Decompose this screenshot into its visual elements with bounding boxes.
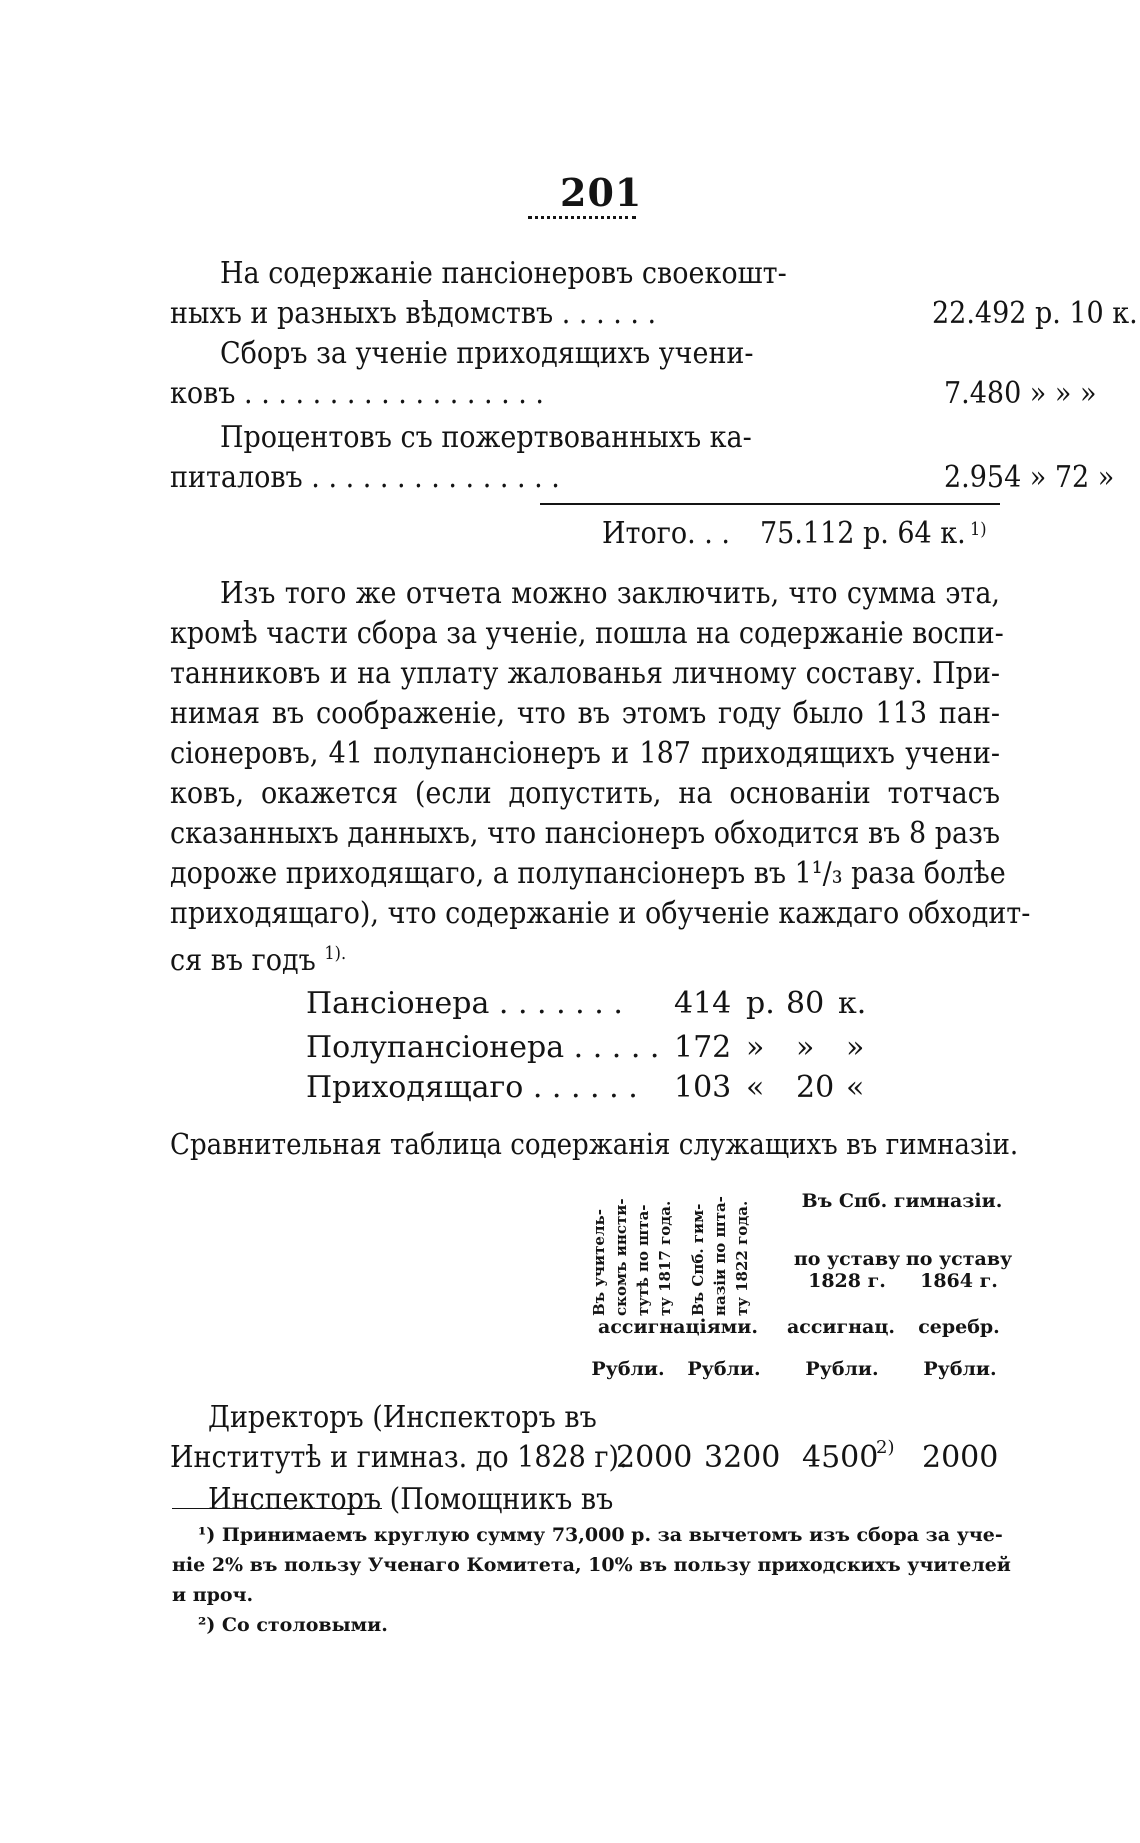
paragraph-line: сіонеровъ, 41 полупансіонеръ и 187 приходящихъ учени- <box>170 736 1000 771</box>
paragraph-line: сказанныхъ данныхъ, что пансіонеръ обходится въ 8 разъ <box>170 816 1000 851</box>
table-unit-3: Рубли. <box>805 1358 879 1380</box>
table-currency-3: серебр. <box>918 1316 1000 1338</box>
table-cell-note: 2) <box>876 1437 895 1458</box>
cost-label: Пансіонера <box>306 986 490 1021</box>
cost-row-2 <box>306 1028 866 1068</box>
income-row-2-amount: 7.480 » » » <box>944 376 1097 411</box>
income-row-1-text: ныхъ и разныхъ вѣдомствъ <box>170 296 554 331</box>
income-row-3-line-1: Процентовъ съ пожертвованныхъ ка- <box>220 420 752 455</box>
table-cell-value: 2000 <box>922 1440 999 1475</box>
table-ustav-1828 <box>792 1248 902 1292</box>
ustav-1864-line-2: 1864 г. <box>920 1270 998 1292</box>
total-amount: 75.112 р. 64 к. <box>760 516 966 551</box>
dot-leader: . . . . . <box>564 1030 660 1065</box>
cost-kop-unit: » <box>846 1030 865 1065</box>
cost-kop: 80 <box>786 986 825 1021</box>
footnote-line: ніе 2% въ пользу Ученаго Комитета, 10% въ пользу приходскихъ учителей <box>172 1554 1011 1576</box>
table-trailing-line: Инспекторъ (Помощникъ въ <box>208 1482 614 1517</box>
paragraph-line: нимая въ соображеніе, что въ этомъ году было 113 пан- <box>170 696 1000 731</box>
dot-leader: . . . . . . . <box>489 986 623 1021</box>
footnote-line: и проч. <box>172 1584 254 1606</box>
table-col-2-line: ту 1822 года. <box>733 1200 751 1316</box>
cost-kop-unit: к. <box>838 986 867 1021</box>
table-unit-1: Рубли. <box>591 1358 665 1380</box>
paragraph-line: Изъ того же отчета можно заключить, что сумма эта, <box>220 576 1000 611</box>
table-cell-value: 3200 <box>704 1440 781 1475</box>
total-note: 1) <box>970 519 987 540</box>
dot-leader: . . . . . . . . . . . . . . . . . . <box>235 376 544 411</box>
cost-label: Полупансіонера <box>306 1030 565 1065</box>
cost-label: Приходящаго <box>306 1070 524 1105</box>
cost-unit: « <box>746 1070 765 1105</box>
table-title: Сравнительная таблица содержанія служащихъ въ гимназіи. <box>170 1127 1019 1161</box>
table-col-1-line: Въ учитель- <box>590 1209 608 1316</box>
table-unit-4: Рубли. <box>923 1358 997 1380</box>
paragraph-line: кромѣ части сбора за ученіе, пошла на содержаніе воспи- <box>170 616 1004 651</box>
income-row-2-line-2 <box>170 374 1097 414</box>
table-row-label-line-2: Институтѣ и гимназ. до 1828 г). <box>170 1440 628 1475</box>
table-unit-2: Рубли. <box>687 1358 761 1380</box>
cost-unit: » <box>746 1030 765 1065</box>
income-row-3-line-2 <box>170 458 1115 498</box>
paragraph-line: ковъ, окажется (если допустить, на основаніи тотчасъ <box>170 776 1000 811</box>
table-cell-value: 4500 <box>802 1440 879 1475</box>
table-cell-value: 2000 <box>616 1440 693 1475</box>
footnote-rule <box>172 1508 382 1509</box>
dot-leader: . . . . . . <box>523 1070 638 1105</box>
footnote-line: ¹) Принимаемъ круглую сумму 73,000 р. за вычетомъ изъ сбора за уче- <box>198 1524 1003 1546</box>
dot-leader: . . . . . . . . . . . . . . . <box>302 460 560 495</box>
ustav-1828-line-1: по уставу <box>793 1248 901 1270</box>
table-col-2-line: Въ Спб. гим- <box>689 1203 707 1316</box>
table-col-1-line: тутѣ по шта- <box>634 1204 652 1316</box>
cost-rub: 172 <box>674 1030 732 1065</box>
footnote-line: ²) Со столовыми. <box>198 1614 388 1636</box>
table-spb-header: Въ Спб. гимназіи. <box>801 1190 1003 1212</box>
cost-unit: р. <box>746 986 775 1021</box>
cost-kop-unit: « <box>846 1070 865 1105</box>
cost-kop: » <box>796 1030 815 1065</box>
table-currency-1: ассигнаціями. <box>598 1316 758 1338</box>
income-row-1-line-2 <box>170 294 1138 334</box>
cost-kop: 20 <box>796 1070 835 1105</box>
paragraph-last-line <box>170 934 1000 981</box>
paragraph-line: дороже приходящаго, а полупансіонеръ въ 1¹/₃ раза болѣе <box>170 856 1006 891</box>
income-row-1-line-1: На содержаніе пансіонеровъ своекошт- <box>220 256 787 291</box>
table-col-2-line: назіи по шта- <box>711 1196 729 1316</box>
table-col-1-line: ту 1817 года. <box>656 1200 674 1316</box>
paragraph-last-note: 1). <box>324 943 347 964</box>
income-row-3-text: питаловъ <box>170 460 303 495</box>
total-label: Итого. . . <box>602 516 730 551</box>
income-row-2-text: ковъ <box>170 376 236 411</box>
table-currency-2: ассигнац. <box>786 1316 896 1338</box>
cost-row-1 <box>306 984 866 1024</box>
income-row-1-amount: 22.492 р. 10 к. <box>932 296 1138 331</box>
table-col-1-line: скомъ инсти- <box>612 1198 630 1316</box>
income-row-2-line-1: Сборъ за ученіе приходящихъ учени- <box>220 336 754 371</box>
cost-rub: 414 <box>674 986 732 1021</box>
ustav-1864-line-1: по уставу <box>905 1248 1013 1270</box>
paragraph-line: танниковъ и на уплату жалованья личному составу. При- <box>170 656 1000 691</box>
footnotes <box>172 1520 1012 1640</box>
page-number-rule <box>528 216 636 219</box>
paragraph-last-text: ся въ годъ <box>170 943 316 978</box>
table-ustav-1864 <box>904 1248 1014 1292</box>
dot-leader: . . . . . . <box>553 296 657 331</box>
cost-row-3 <box>306 1068 866 1108</box>
paragraph-line: приходящаго), что содержаніе и обученіе каждаго обходит- <box>170 896 1031 931</box>
ustav-1828-line-2: 1828 г. <box>808 1270 886 1292</box>
table-row-label-line-1: Директоръ (Инспекторъ въ <box>208 1400 597 1435</box>
cost-rub: 103 <box>674 1070 732 1105</box>
total-rule <box>540 503 1000 505</box>
income-row-3-amount: 2.954 » 72 » <box>944 460 1115 495</box>
paragraph <box>170 574 1031 981</box>
page-number: 201 <box>560 170 643 215</box>
